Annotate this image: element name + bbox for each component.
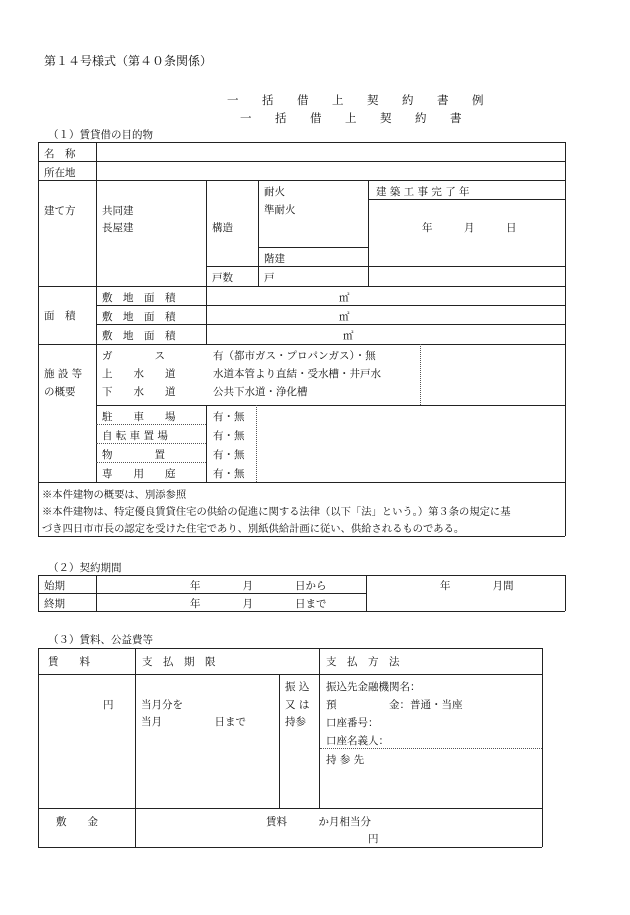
units-unit: 戸 (264, 272, 275, 284)
transfer-label: 振 込 (285, 681, 310, 693)
amenity-label: 専 用 庭 (102, 468, 176, 480)
utility-label: 下 水 道 (102, 386, 176, 398)
end-date: 年 月 日まで (190, 598, 327, 610)
account-holder: 口座名義人： (326, 735, 389, 747)
completion-label: 建 築 工 事 完 了 年 (376, 186, 470, 198)
structure-label: 構造 (212, 222, 233, 234)
facility-label-2: の概要 (44, 386, 76, 398)
utility-value: 水道本管より直結・受水槽・井戸水 (213, 368, 381, 380)
area-row-unit: ㎡ (343, 330, 354, 342)
deposit-type: 預 金：普通・当座 (326, 699, 463, 711)
bank-name: 振込先金融機関名： (326, 681, 421, 693)
area-row-label: 敷 地 面 積 (102, 311, 176, 323)
amenity-label: 物 置 (102, 449, 165, 461)
section2-heading: （２）契約期間 (48, 562, 122, 574)
bring-label: 持参 (285, 716, 306, 728)
area-label: 面 積 (44, 310, 76, 322)
account-number: 口座番号： (326, 717, 379, 729)
building-type-row: 長屋建 (102, 222, 134, 234)
bring-to: 持 参 先 (326, 754, 365, 766)
utility-value: 公共下水道・浄化槽 (213, 386, 308, 398)
area-row-unit: ㎡ (339, 311, 350, 323)
facility-label: 施 設 等 (44, 368, 83, 380)
section3-heading: （３）賃料、公益費等 (48, 634, 153, 646)
structure-fireproof: 耐火 (264, 186, 285, 198)
building-type-shared: 共同建 (102, 205, 134, 217)
area-row-unit: ㎡ (339, 292, 350, 304)
note: ※本件建物の概要は、別添参照 (42, 489, 187, 501)
deposit-rent: 賃料 か月相当分 (266, 816, 371, 828)
area-row-label: 敷 地 面 積 (102, 292, 176, 304)
amenity-label: 駐 車 場 (102, 411, 176, 423)
amenity-value: 有・無 (213, 449, 245, 461)
deposit-label: 敷 金 (56, 816, 98, 828)
end-label: 終期 (44, 598, 65, 610)
document-title-example: 一 括 借 上 契 約 書 例 (227, 93, 490, 107)
amenity-value: 有・無 (213, 411, 245, 423)
start-label: 始期 (44, 580, 65, 592)
transfer-or-label: 又 は (285, 699, 310, 711)
start-date: 年 月 日から (190, 580, 327, 592)
utility-label: ガ ス (102, 350, 165, 362)
address-label: 所在地 (44, 167, 76, 179)
payment-method-label: 支 払 方 法 (326, 656, 400, 668)
units-label: 戸数 (212, 272, 233, 284)
building-type-label: 建て方 (44, 205, 76, 217)
section1-heading: （１）賃貸借の目的物 (48, 129, 153, 141)
amenity-value: 有・無 (213, 430, 245, 442)
form-number: 第１４号様式（第４０条関係） (44, 54, 213, 68)
document-title: 一 括 借 上 契 約 書 (240, 111, 468, 125)
contract-duration: 年 月間 (440, 580, 514, 592)
deposit-yen: 円 (368, 833, 379, 845)
utility-value: 有（都市ガス・プロパンガス）・無 (213, 350, 376, 362)
rent-label: 賃 料 (48, 656, 90, 668)
completion-date: 年 月 日 (422, 222, 517, 234)
due-day: 当月 日まで (141, 716, 246, 728)
floors-label: 階建 (264, 253, 285, 265)
name-label: 名 称 (44, 148, 76, 160)
note: づき四日市市長の認定を受けた住宅であり、別紙供給計画に従い、供給されるものである。 (42, 523, 465, 535)
current-month: 当月分を (141, 699, 183, 711)
amenity-value: 有・無 (213, 468, 245, 480)
area-row-label: 敷 地 面 積 (102, 330, 176, 342)
note: ※本件建物は、特定優良賃貸住宅の供給の促進に関する法律（以下「法」という。）第３条の規定に基 (42, 506, 511, 518)
amenity-label: 自 転 車 置 場 (102, 430, 168, 442)
rent-yen: 円 (103, 699, 114, 711)
structure-semi-fireproof: 準耐火 (264, 204, 296, 216)
payment-period-label: 支 払 期 限 (142, 656, 216, 668)
utility-label: 上 水 道 (102, 368, 176, 380)
